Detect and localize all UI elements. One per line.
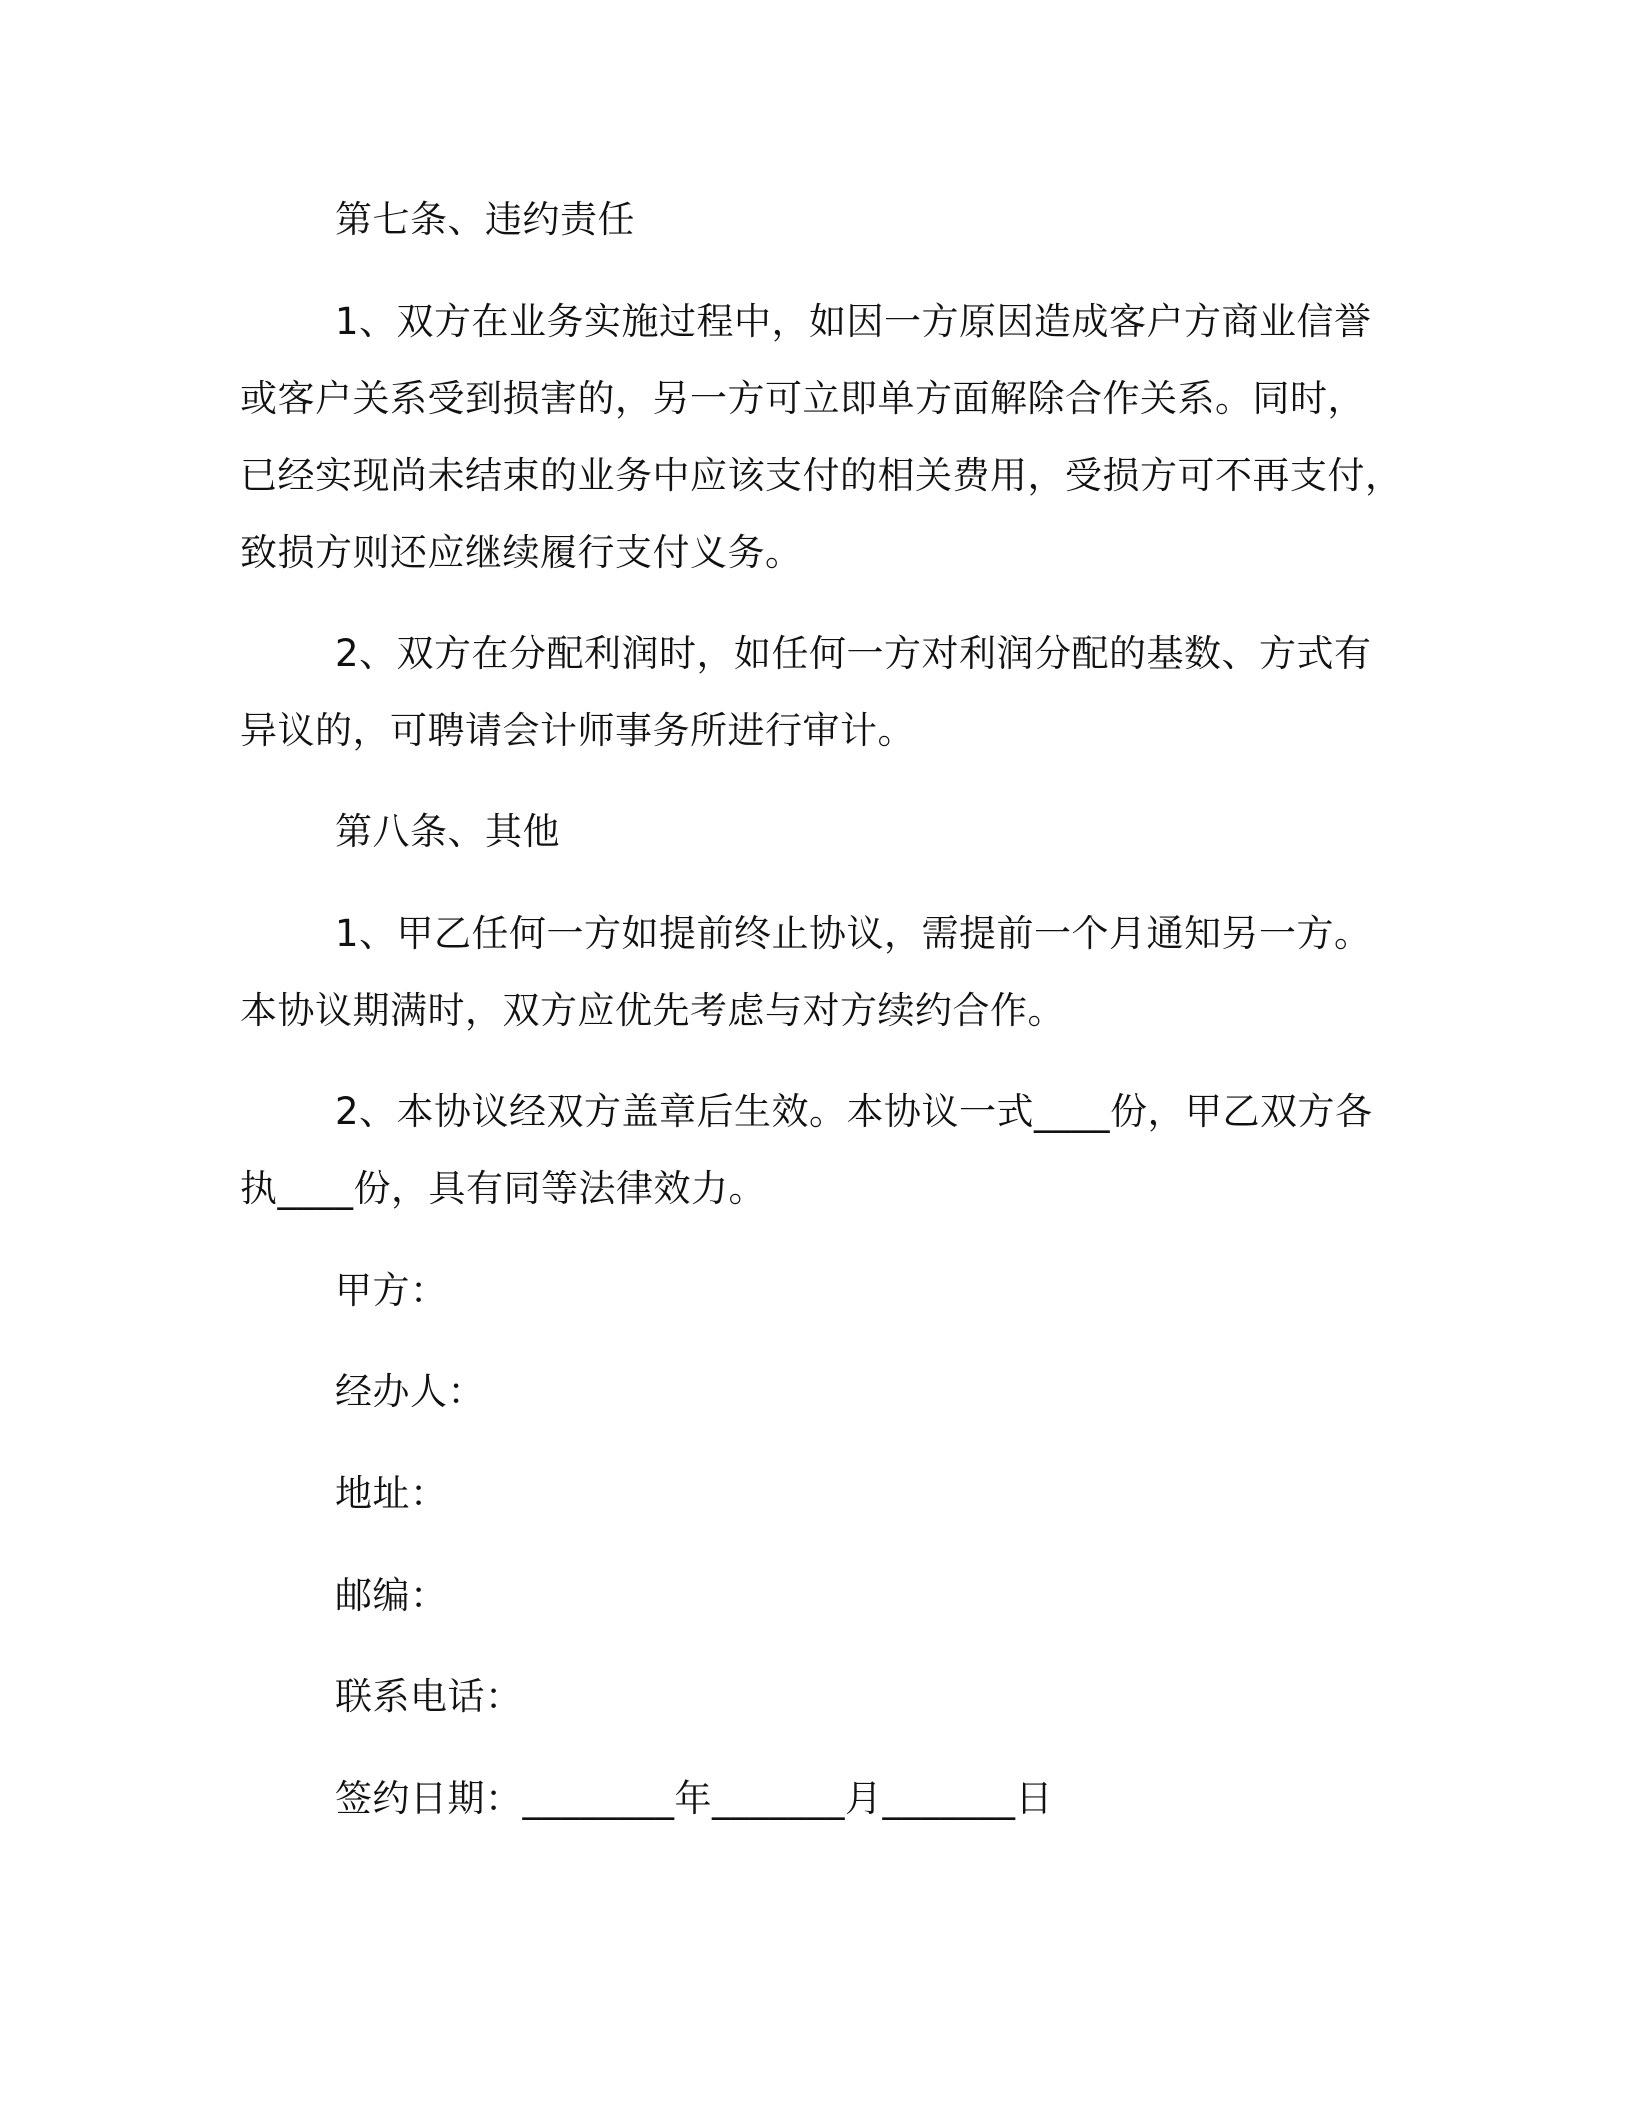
article-7-clause-1-line-4: 致损方则还应继续履行支付义务。	[240, 531, 803, 574]
handler-label: 经办人：	[335, 1370, 485, 1413]
party-a-label: 甲方：	[335, 1269, 448, 1312]
article-8-clause-2-line-2: 执____份，具有同等法律效力。	[240, 1167, 766, 1210]
article-7-clause-1-line-2: 或客户关系受到损害的，另一方可立即单方面解除合作关系。同时，	[240, 377, 1365, 420]
postcode-label: 邮编：	[335, 1574, 448, 1617]
phone-label: 联系电话：	[335, 1675, 523, 1718]
article-7-heading: 第七条、违约责任	[335, 198, 635, 241]
article-7-clause-1-line-1: 1、双方在业务实施过程中，如因一方原因造成客户方商业信誉	[335, 300, 1372, 343]
signing-date-line: 签约日期：________年_______月_______日	[335, 1777, 1053, 1820]
article-8-heading: 第八条、其他	[335, 810, 560, 853]
article-7-clause-1-line-3: 已经实现尚未结束的业务中应该支付的相关费用，受损方可不再支付，	[240, 454, 1403, 497]
article-7-clause-2-line-1: 2、双方在分配利润时，如任何一方对利润分配的基数、方式有	[335, 632, 1372, 675]
article-7-clause-2-line-2: 异议的，可聘请会计师事务所进行审计。	[240, 709, 915, 752]
article-8-clause-1-line-2: 本协议期满时，双方应优先考虑与对方续约合作。	[240, 989, 1065, 1032]
article-8-clause-2-line-1: 2、本协议经双方盖章后生效。本协议一式____份，甲乙双方各	[335, 1090, 1373, 1133]
article-8-clause-1-line-1: 1、甲乙任何一方如提前终止协议，需提前一个月通知另一方。	[335, 912, 1372, 955]
address-label: 地址：	[335, 1472, 448, 1515]
